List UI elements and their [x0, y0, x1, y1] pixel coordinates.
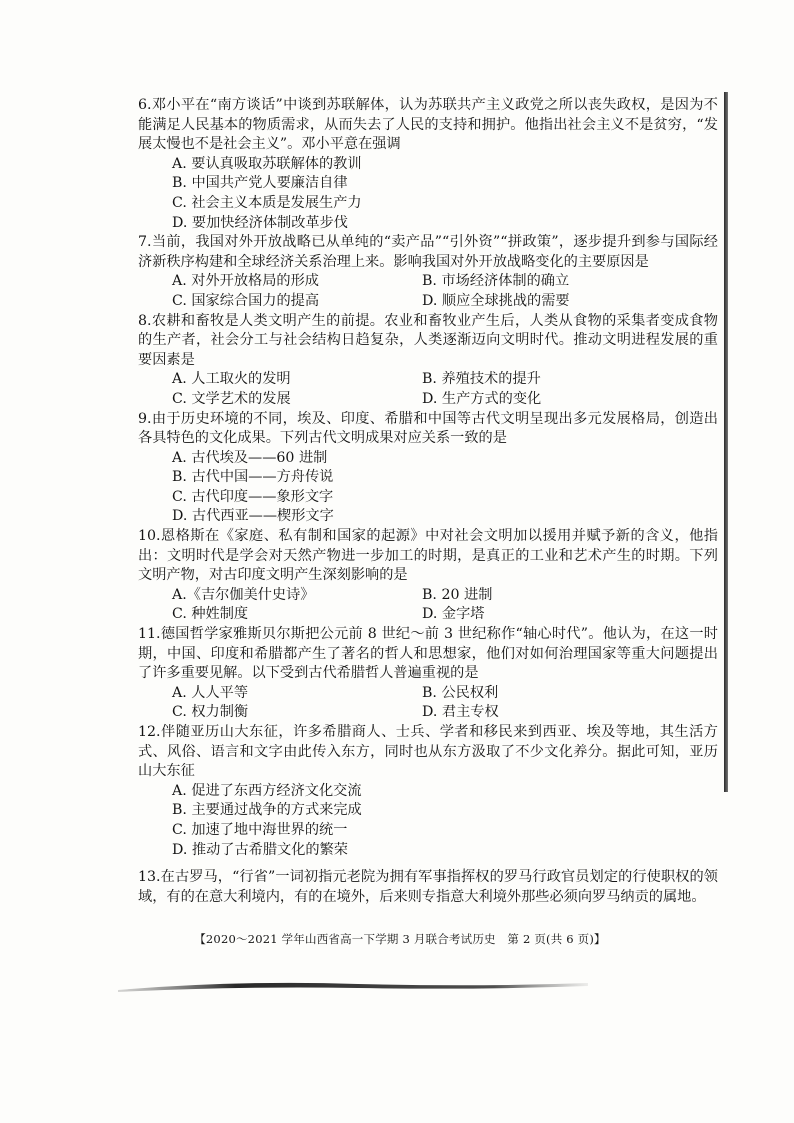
option-b: B. 市场经济体制的确立 [422, 273, 570, 290]
question-text: 13.在古罗马，“行省”一词初指元老院为拥有军事指挥权的罗马行政官员划定的行使职权的领域，有的在意大利境内，有的在境外，后来则专指意大利境外那些必须向罗马纳贡的属地。 [138, 869, 718, 905]
option-row [138, 390, 718, 410]
question-text: 11.德国哲学家雅斯贝尔斯把公元前 8 世纪～前 3 世纪称作“轴心时代”。他认为，在这一时期，中国、印度和希腊都产生了著名的哲人和思想家，他们对如何治理国家等重大问题提出了许多重要见解。以下受到古代希腊哲人普遍重视的是 [138, 626, 718, 682]
question-6 [138, 96, 718, 233]
page-footer: 【2020～2021 学年山西省高一下学期 3 月联合考试历史 第 2 页(共 6 页)】 [194, 932, 606, 946]
option-a: A. 人工取火的发明 [172, 371, 291, 388]
question-11 [138, 625, 718, 723]
option-row [138, 605, 718, 625]
option-row [138, 292, 718, 312]
option-b: B. 主要通过战争的方式来完成 [172, 802, 362, 819]
option-row [138, 684, 718, 704]
question-13 [138, 868, 718, 907]
exam-page [138, 96, 718, 907]
option-a: A. 古代埃及——60 进制 [172, 449, 328, 466]
option-a: A. 对外开放格局的形成 [172, 273, 319, 290]
question-text: 6.邓小平在“南方谈话”中谈到苏联解体，认为苏联共产主义政党之所以丧失政权，是因为不能满足人民基本的物质需求，从而失去了人民的支持和拥护。他指出社会主义不是贫穷，“发展太慢也不是社会主义”。邓小平意在强调 [138, 97, 718, 153]
option-d: D. 推动了古希腊文化的繁荣 [172, 841, 348, 858]
question-9 [138, 410, 718, 528]
option-d: D. 顺应全球挑战的需要 [422, 292, 570, 309]
question-7 [138, 233, 718, 311]
option-b: B. 古代中国——方舟传说 [172, 469, 334, 486]
option-c: C. 加速了地中海世界的统一 [172, 821, 348, 838]
option-a: A. 促进了东西方经济文化交流 [172, 782, 362, 799]
question-text: 9.由于历史环境的不同，埃及、印度、希腊和中国等古代文明呈现出多元发展格局，创造出各具特色的文化成果。下列古代文明成果对应关系一致的是 [138, 410, 718, 447]
option-b: B. 中国共产党人要廉洁自律 [172, 175, 348, 192]
option-c: C. 文学艺术的发展 [172, 390, 291, 407]
option-row [138, 272, 718, 292]
option-d: D. 生产方式的变化 [422, 390, 542, 407]
question-text: 7.当前，我国对外开放战略已从单纯的“卖产品”“引外资”“拼政策”，逐步提升到参与国际经济新秩序构建和全球经济关系治理上来。影响我国对外开放战略变化的主要原因是 [138, 234, 718, 270]
option-b: B. 20 进制 [422, 586, 493, 603]
option-a: A.《吉尔伽美什史诗》 [172, 586, 315, 603]
question-10 [138, 527, 718, 625]
option-c: C. 国家综合国力的提高 [172, 292, 320, 309]
question-text: 12.伴随亚历山大东征，许多希腊商人、士兵、学者和移民来到西亚、埃及等地，其生活方式、风俗、语言和文字由此传入东方，同时也从东方汲取了不少文化养分。据此可知，亚历山大东征 [138, 724, 718, 780]
option-row [138, 370, 718, 390]
question-12 [138, 723, 718, 860]
option-b: B. 公民权利 [422, 684, 499, 701]
option-c: C. 种姓制度 [172, 606, 249, 623]
option-d: D. 金字塔 [422, 606, 485, 623]
option-d: D. 古代西亚——楔形文字 [172, 508, 334, 525]
scan-shadow-band [118, 978, 588, 994]
option-b: B. 养殖技术的提升 [422, 371, 541, 388]
option-row [138, 703, 718, 723]
option-d: D. 君主专权 [422, 704, 499, 721]
scan-edge [724, 92, 728, 792]
option-c: C. 古代印度——象形文字 [172, 488, 334, 505]
option-a: A. 人人平等 [172, 684, 249, 701]
option-c: C. 权力制衡 [172, 704, 249, 721]
option-row [138, 586, 718, 606]
option-c: C. 社会主义本质是发展生产力 [172, 194, 362, 211]
question-8 [138, 312, 718, 410]
option-a: A. 要认真吸取苏联解体的教训 [172, 155, 362, 172]
option-d: D. 要加快经济体制改革步伐 [172, 214, 348, 231]
question-text: 10.恩格斯在《家庭、私有制和国家的起源》中对社会文明加以援用并赋予新的含义，他指出：文明时代是学会对天然产物进一步加工的时期，是真正的工业和艺术产生的时期。下列文明产物，对古印度文明产生深刻影响的是 [138, 528, 718, 584]
question-text: 8.农耕和畜牧是人类文明产生的前提。农业和畜牧业产生后，人类从食物的采集者变成食物的生产者，社会分工与社会结构日趋复杂，人类逐渐迈向文明时代。推动文明进程发展的重要因素是 [138, 312, 718, 368]
